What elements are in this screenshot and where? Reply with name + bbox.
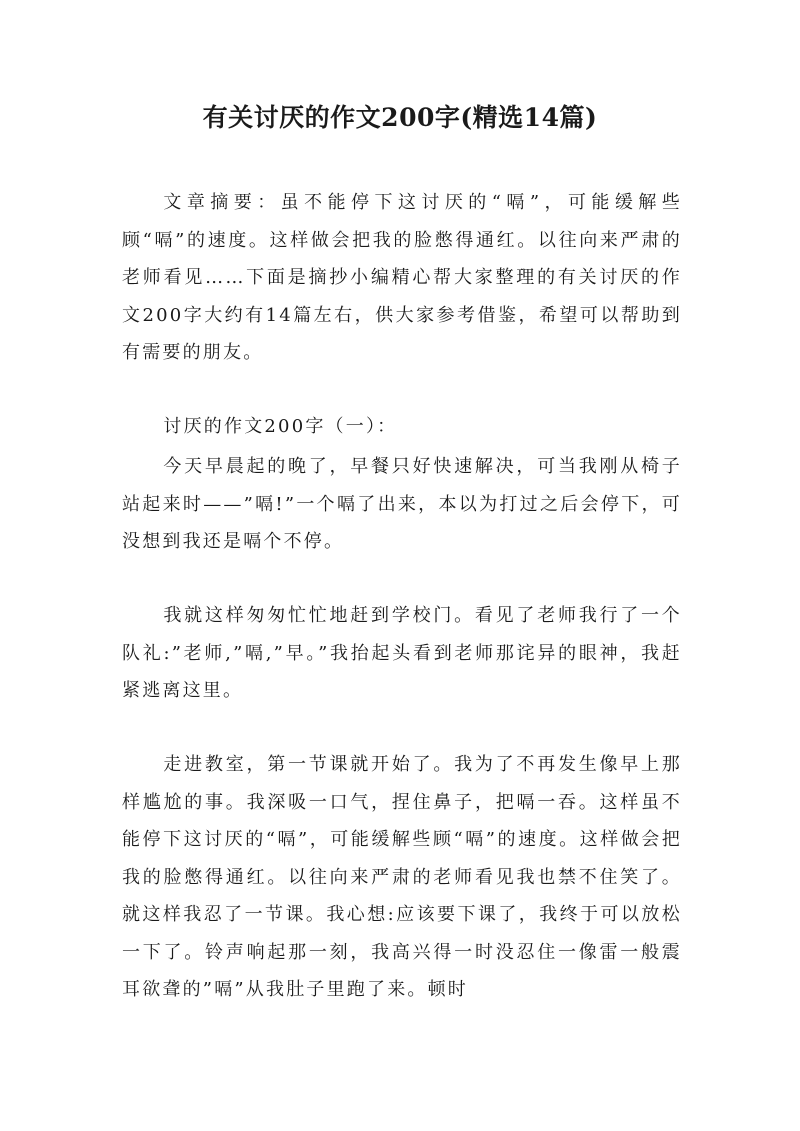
section-heading: 讨厌的作文200字（一）：	[163, 416, 398, 437]
body-paragraph: 今天早晨起的晚了，早餐只好快速解决，可当我刚从椅子站起来时——”嗝!”一个嗝了出来，本以为打过之后会停下，可没想到我还是嗝个不停。	[122, 456, 682, 552]
document-title: 有关讨厌的作文200字(精选14篇)	[202, 103, 598, 132]
body-paragraph: 我就这样匆匆忙忙地赶到学校门。看见了老师我行了一个队礼:”老师,”嗝,”早。”我抬起头看到老师那诧异的眼神，我赶紧逃离这里。	[122, 605, 682, 701]
summary-paragraph: 文章摘要：虽不能停下这讨厌的“嗝”，可能缓解些顾“嗝”的速度。这样做会把我的脸憋得通红。以往向来严肃的老师看见……下面是摘抄小编精心帮大家整理的有关讨厌的作文200字大约有14篇左右，供大家参考借鉴，希望可以帮助到有需要的朋友。	[122, 192, 682, 363]
body-paragraph: 走进教室，第一节课就开始了。我为了不再发生像早上那样尴尬的事。我深吸一口气，捏住鼻子，把嗝一吞。这样虽不能停下这讨厌的“嗝”，可能缓解些顾“嗝”的速度。这样做会把我的脸憋得通红。以往向来严肃的老师看见我也禁不住笑了。就这样我忍了一节课。我心想:应该要下课了，我终于可以放松一下了。铃声响起那一刻，我高兴得一时没忍住一像雷一般震耳欲聋的”嗝”从我肚子里跑了来。顿时	[122, 754, 682, 1000]
